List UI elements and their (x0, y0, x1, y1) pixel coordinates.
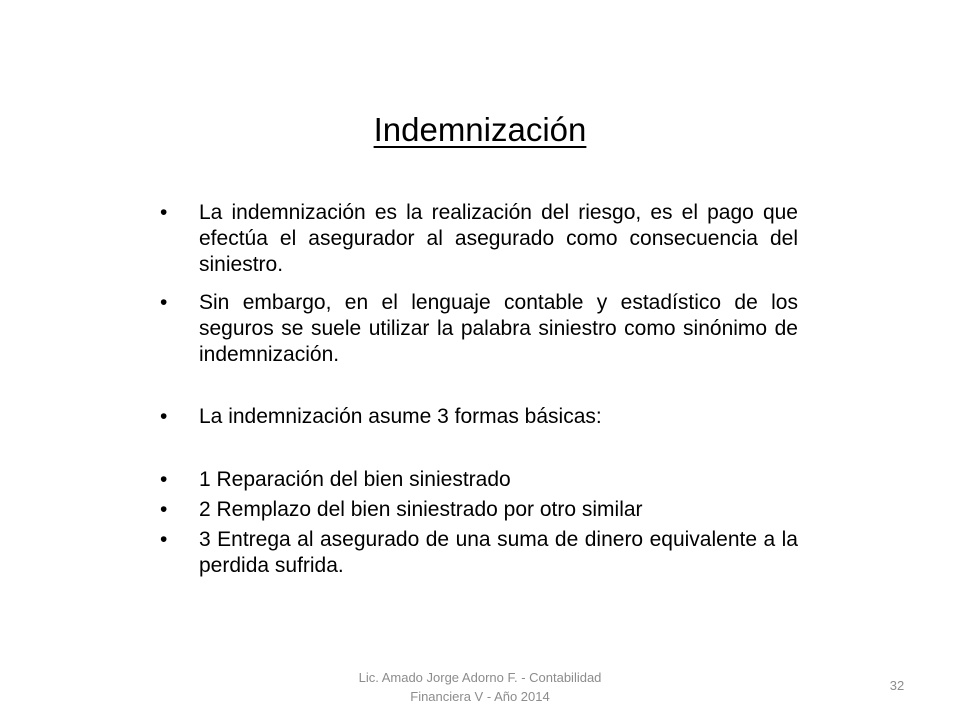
page-number: 32 (889, 678, 905, 693)
slide-title: Indemnización (373, 111, 587, 148)
bullet-item: • La indemnización es la realización del riesgo, es el pago que efectúa el asegurador al asegurado como consecuencia del siniestro. (158, 200, 798, 278)
bullet-list (158, 200, 798, 579)
bullet-item: • Sin embargo, en el lenguaje contable y estadístico de los seguros se suele utilizar la palabra siniestro como sinónimo de indemnización. (158, 290, 798, 368)
bullet-item: • 1 Reparación del bien siniestrado (158, 467, 798, 493)
bullet-item: • La indemnización asume 3 formas básicas: (158, 404, 798, 430)
slide-footer: Lic. Amado Jorge Adorno F. - Contabilidad Financiera V - Año 2014 (358, 670, 602, 704)
bullet-item: • 2 Remplazo del bien siniestrado por otro similar (158, 497, 798, 523)
bullet-item: • 3 Entrega al asegurado de una suma de dinero equivalente a la perdida sufrida. (158, 527, 798, 579)
